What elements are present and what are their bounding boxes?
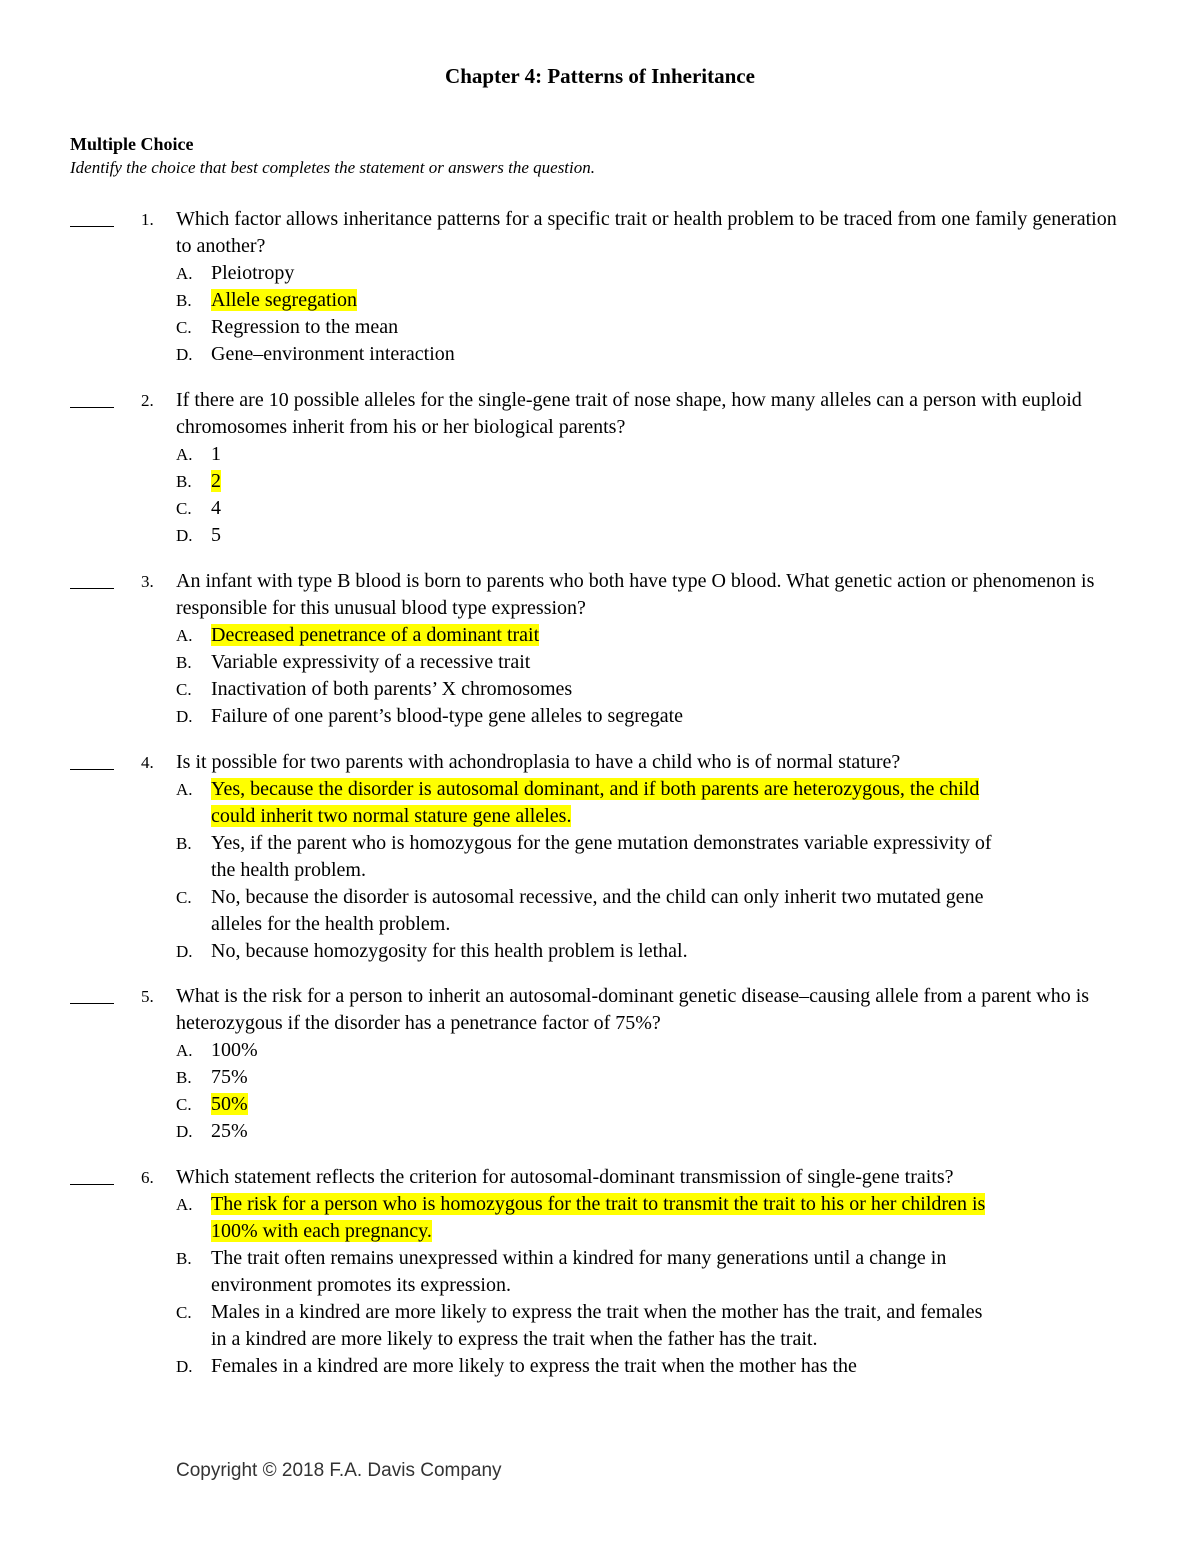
choice-text: Pleiotropy bbox=[211, 262, 295, 284]
choice-text: 100% bbox=[211, 1039, 258, 1061]
choice-b[interactable] bbox=[176, 830, 996, 884]
choice-text: 4 bbox=[211, 497, 221, 519]
section-title: Multiple Choice bbox=[70, 134, 194, 154]
choice-text-highlighted: Yes, because the disorder is autosomal dominant, and if both parents are heterozygous, the child could inherit two normal stature gene alleles. bbox=[211, 778, 980, 827]
choice-letter: D. bbox=[176, 1357, 193, 1376]
choice-c[interactable] bbox=[176, 884, 996, 938]
choice-letter: A. bbox=[176, 445, 193, 464]
choice-letter: A. bbox=[176, 1041, 193, 1060]
choice-letter: A. bbox=[176, 264, 193, 283]
question-number: 1. bbox=[141, 210, 154, 229]
choice-a[interactable] bbox=[176, 622, 996, 649]
choice-letter: C. bbox=[176, 680, 192, 699]
choice-text-highlighted: 2 bbox=[211, 470, 221, 492]
question-1 bbox=[0, 206, 1200, 368]
question-stem: Which factor allows inheritance patterns for a specific trait or health problem to be traced from one family generation to another? bbox=[176, 208, 1117, 257]
choice-b[interactable] bbox=[176, 1064, 996, 1091]
choice-b[interactable] bbox=[176, 1245, 996, 1299]
question-number: 2. bbox=[141, 391, 154, 410]
choice-text-highlighted: The risk for a person who is homozygous for the trait to transmit the trait to his or her children is 100% with each pregnancy. bbox=[211, 1193, 986, 1242]
choice-a[interactable] bbox=[176, 1191, 996, 1245]
choice-text: The trait often remains unexpressed within a kindred for many generations until a change in environment promotes its expression. bbox=[211, 1247, 947, 1296]
question-6 bbox=[0, 1164, 1200, 1380]
choice-letter: B. bbox=[176, 653, 192, 672]
choice-letter: B. bbox=[176, 472, 192, 491]
choice-d[interactable] bbox=[176, 341, 996, 368]
choice-letter: A. bbox=[176, 780, 193, 799]
choice-list bbox=[0, 1191, 1200, 1380]
choice-text: 25% bbox=[211, 1120, 248, 1142]
choice-text: Failure of one parent’s blood-type gene alleles to segregate bbox=[211, 705, 684, 727]
chapter-title: Chapter 4: Patterns of Inheritance bbox=[445, 64, 755, 88]
instructions: Identify the choice that best completes the statement or answers the question. bbox=[70, 158, 595, 177]
choice-letter: D. bbox=[176, 526, 193, 545]
question-number: 3. bbox=[141, 572, 154, 591]
copyright-footer: Copyright © 2018 F.A. Davis Company bbox=[176, 1460, 502, 1481]
question-2 bbox=[0, 387, 1200, 549]
choice-b[interactable] bbox=[176, 649, 996, 676]
choice-letter: C. bbox=[176, 318, 192, 337]
choice-letter: B. bbox=[176, 834, 192, 853]
choice-letter: C. bbox=[176, 888, 192, 907]
question-5 bbox=[0, 983, 1200, 1145]
choice-b[interactable] bbox=[176, 287, 996, 314]
choice-letter: D. bbox=[176, 345, 193, 364]
question-stem: If there are 10 possible alleles for the single-gene trait of nose shape, how many alleles can a person with euploid chromosomes inherit from his or her biological parents? bbox=[176, 389, 1082, 438]
choice-c[interactable] bbox=[176, 495, 996, 522]
choice-letter: C. bbox=[176, 1095, 192, 1114]
choice-text: No, because the disorder is autosomal recessive, and the child can only inherit two mutated gene alleles for the health problem. bbox=[211, 886, 984, 935]
choice-a[interactable] bbox=[176, 776, 996, 830]
choice-d[interactable] bbox=[176, 1118, 996, 1145]
answer-blank[interactable] bbox=[70, 387, 114, 408]
choice-text: No, because homozygosity for this health problem is lethal. bbox=[211, 940, 688, 962]
choice-c[interactable] bbox=[176, 314, 996, 341]
choice-text: 1 bbox=[211, 443, 221, 465]
question-stem: What is the risk for a person to inherit an autosomal-dominant genetic disease–causing allele from a parent who is heterozygous if the disorder has a penetrance factor of 75%? bbox=[176, 985, 1090, 1034]
choice-letter: C. bbox=[176, 1303, 192, 1322]
choice-text: Gene–environment interaction bbox=[211, 343, 455, 365]
choice-text-highlighted: Decreased penetrance of a dominant trait bbox=[211, 624, 540, 646]
choice-letter: A. bbox=[176, 1195, 193, 1214]
choice-text: 5 bbox=[211, 524, 221, 546]
choice-d[interactable] bbox=[176, 703, 996, 730]
choice-d[interactable] bbox=[176, 938, 996, 965]
question-number: 6. bbox=[141, 1168, 154, 1187]
choice-list bbox=[0, 441, 1200, 549]
choice-letter: C. bbox=[176, 499, 192, 518]
choice-text: 75% bbox=[211, 1066, 248, 1088]
answer-blank[interactable] bbox=[70, 568, 114, 589]
question-number: 5. bbox=[141, 987, 154, 1006]
choice-a[interactable] bbox=[176, 441, 996, 468]
choice-text: Inactivation of both parents’ X chromosomes bbox=[211, 678, 573, 700]
choice-letter: B. bbox=[176, 1068, 192, 1087]
choice-letter: D. bbox=[176, 942, 193, 961]
question-stem: An infant with type B blood is born to parents who both have type O blood. What genetic action or phenomenon is responsible for this unusual blood type expression? bbox=[176, 570, 1095, 619]
choice-letter: D. bbox=[176, 1122, 193, 1141]
choice-text-highlighted: Allele segregation bbox=[211, 289, 358, 311]
choice-letter: B. bbox=[176, 1249, 192, 1268]
choice-list bbox=[0, 776, 1200, 965]
answer-blank[interactable] bbox=[70, 1164, 114, 1185]
choice-letter: D. bbox=[176, 707, 193, 726]
answer-blank[interactable] bbox=[70, 749, 114, 770]
choice-text: Females in a kindred are more likely to express the trait when the mother has the bbox=[211, 1355, 857, 1377]
answer-blank[interactable] bbox=[70, 206, 114, 227]
choice-c[interactable] bbox=[176, 1091, 996, 1118]
choice-a[interactable] bbox=[176, 260, 996, 287]
choice-text-highlighted: 50% bbox=[211, 1093, 248, 1115]
answer-blank[interactable] bbox=[70, 983, 114, 1004]
question-4 bbox=[0, 749, 1200, 965]
question-number: 4. bbox=[141, 753, 154, 772]
choice-list bbox=[0, 260, 1200, 368]
choice-d[interactable] bbox=[176, 1353, 996, 1380]
choice-d[interactable] bbox=[176, 522, 996, 549]
choice-text: Variable expressivity of a recessive trait bbox=[211, 651, 531, 673]
choice-text: Males in a kindred are more likely to express the trait when the mother has the trait, and females in a kindred are more likely to express the trait when the father has the trait. bbox=[211, 1301, 983, 1350]
choice-a[interactable] bbox=[176, 1037, 996, 1064]
choice-c[interactable] bbox=[176, 1299, 996, 1353]
choice-letter: B. bbox=[176, 291, 192, 310]
choice-text: Yes, if the parent who is homozygous for the gene mutation demonstrates variable expressivity of the health problem. bbox=[211, 832, 992, 881]
choice-text: Regression to the mean bbox=[211, 316, 399, 338]
question-stem: Is it possible for two parents with achondroplasia to have a child who is of normal stature? bbox=[176, 751, 901, 773]
choice-list bbox=[0, 622, 1200, 730]
choice-list bbox=[0, 1037, 1200, 1145]
choice-c[interactable] bbox=[176, 676, 996, 703]
question-stem: Which statement reflects the criterion for autosomal-dominant transmission of single-gene traits? bbox=[176, 1166, 954, 1188]
choice-letter: A. bbox=[176, 626, 193, 645]
choice-b[interactable] bbox=[176, 468, 996, 495]
question-3 bbox=[0, 568, 1200, 730]
